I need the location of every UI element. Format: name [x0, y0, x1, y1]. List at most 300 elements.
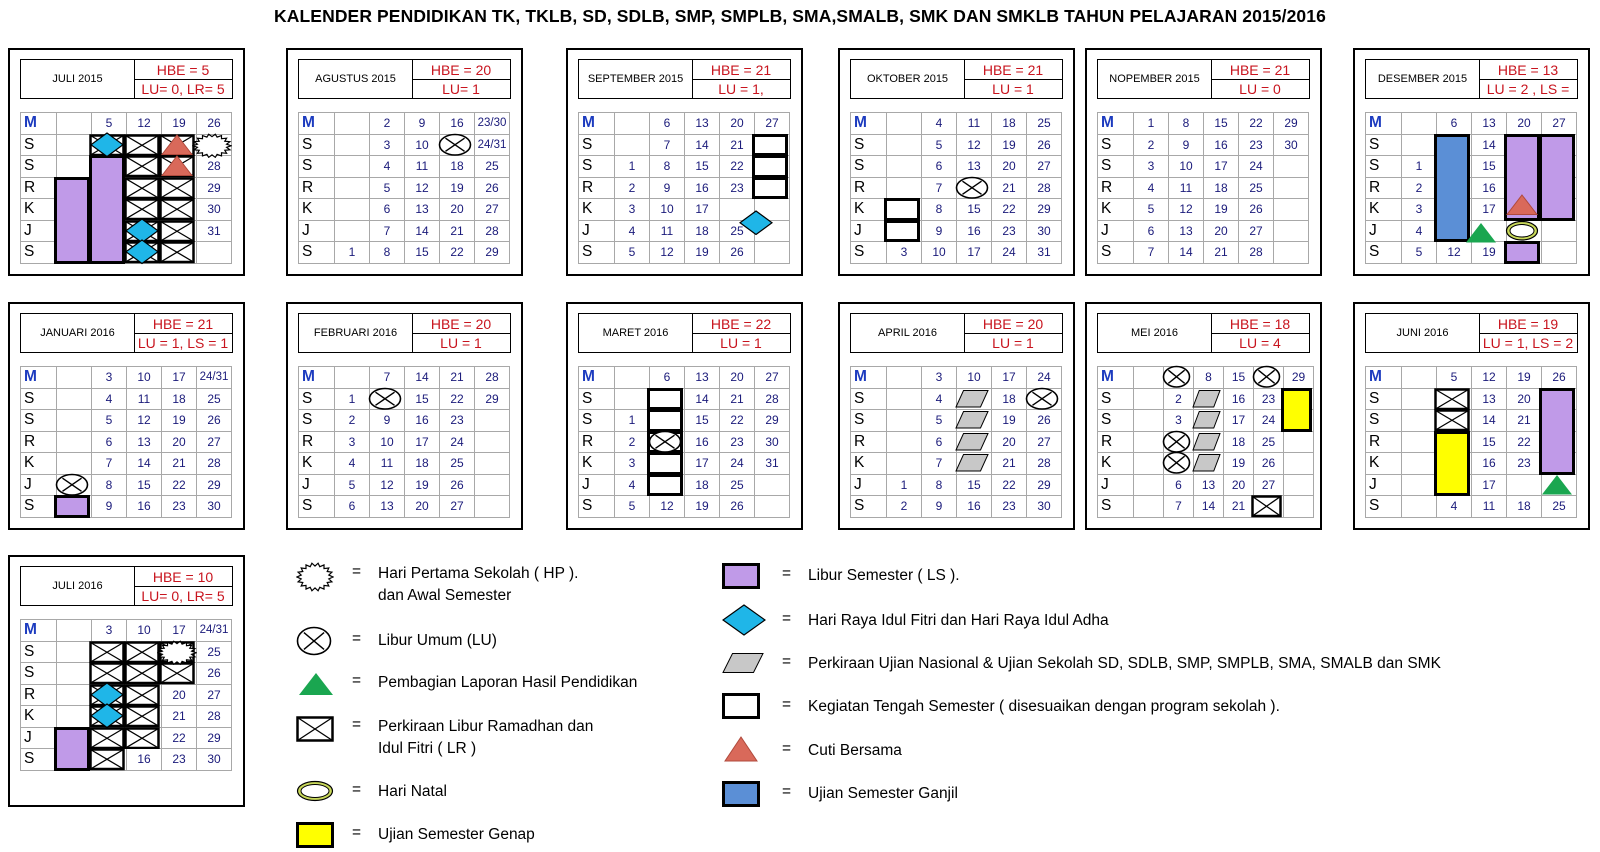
holiday-count: LU= 1	[442, 80, 480, 97]
day-row	[299, 496, 510, 518]
date-cell: 26	[1254, 453, 1284, 475]
date-cell: 18	[162, 388, 197, 410]
month-name: SEPTEMBER 2015	[579, 60, 693, 98]
date-cell	[1402, 453, 1437, 475]
day-row	[579, 410, 790, 432]
date-cell: 8	[1194, 367, 1224, 389]
date-cell: 3	[1402, 199, 1437, 221]
date-cell: 5	[1134, 199, 1169, 221]
date-cell: 22	[1507, 431, 1542, 453]
date-cell: 27	[475, 199, 510, 221]
day-letter: S	[21, 496, 57, 518]
date-cell: 26	[197, 410, 232, 432]
date-cell: 29	[475, 388, 510, 410]
day-row	[21, 474, 232, 496]
date-cell: 12	[1437, 242, 1472, 264]
day-letter: S	[21, 641, 57, 663]
date-cell: 23	[720, 431, 755, 453]
idul-fitri-icon	[125, 239, 159, 265]
date-cell: 26	[720, 242, 755, 264]
date-cell: 11	[127, 388, 162, 410]
date-cell	[887, 453, 922, 475]
date-cell: 3	[335, 431, 370, 453]
day-letter: M	[21, 620, 57, 642]
date-cell: 9	[1169, 134, 1204, 156]
day-row	[579, 474, 790, 496]
date-cell: 25	[720, 474, 755, 496]
kegiatan-tengah-semester-marker	[722, 693, 760, 719]
libur-semester-marker	[1539, 134, 1575, 221]
day-letter: K	[579, 453, 615, 475]
day-letter: R	[21, 684, 57, 706]
date-cell: 5	[922, 410, 957, 432]
legend-equals: =	[782, 783, 792, 800]
cuti-bersama-icon	[161, 134, 193, 156]
date-cell: 22	[992, 199, 1027, 221]
date-cell: 7	[370, 367, 405, 389]
date-cell: 10	[957, 367, 992, 389]
date-cell	[1402, 474, 1437, 496]
date-cell: 18	[1507, 496, 1542, 518]
day-letter: R	[299, 431, 335, 453]
date-cell: 6	[1437, 113, 1472, 135]
date-cell: 4	[615, 474, 650, 496]
idul-fitri-icon	[90, 132, 124, 158]
ujian-nasional-icon	[722, 652, 764, 674]
day-letter: M	[579, 367, 615, 389]
day-row	[299, 388, 510, 410]
date-cell	[475, 496, 510, 518]
date-cell: 17	[992, 367, 1027, 389]
date-cell: 24	[1239, 156, 1274, 178]
hbe-count: HBE = 5	[134, 60, 232, 80]
libur-semester-marker	[1539, 388, 1575, 475]
date-cell: 15	[685, 410, 720, 432]
date-cell: 12	[650, 242, 685, 264]
libur-umum-icon	[648, 430, 682, 454]
date-cell: 11	[650, 220, 685, 242]
day-row	[579, 453, 790, 475]
date-cell	[1274, 242, 1309, 264]
day-row	[579, 113, 790, 135]
date-cell: 27	[197, 431, 232, 453]
day-row	[1098, 156, 1309, 178]
libur-ramadhan-icon	[124, 684, 160, 707]
date-cell: 21	[440, 367, 475, 389]
date-cell: 6	[92, 431, 127, 453]
date-cell: 29	[1027, 199, 1062, 221]
month-header	[850, 59, 1063, 99]
legend-equals: =	[782, 653, 792, 670]
day-letter: S	[851, 388, 887, 410]
day-row	[21, 388, 232, 410]
date-cell	[335, 156, 370, 178]
day-letter: M	[299, 113, 335, 135]
date-cell: 28	[197, 706, 232, 728]
day-row	[21, 453, 232, 475]
day-letter: J	[1098, 474, 1134, 496]
legend-equals: =	[782, 565, 792, 582]
date-cell: 16	[440, 113, 475, 135]
month-header	[20, 59, 233, 99]
month-calendar	[1353, 302, 1590, 530]
date-cell: 7	[922, 177, 957, 199]
legend-text: Cuti Bersama	[808, 742, 902, 759]
legend-text: Perkiraan Ujian Nasional & Ujian Sekolah SD, SDLB, SMP, SMPLB, SMA, SMALB dan SMK	[808, 655, 1441, 672]
libur-semester-marker	[89, 155, 125, 264]
libur-ramadhan-icon	[124, 641, 160, 664]
date-cell: 2	[1164, 388, 1194, 410]
ujian-genap-marker	[296, 822, 334, 848]
date-cell: 4	[922, 388, 957, 410]
date-cell	[1274, 177, 1309, 199]
hbe-count: HBE = 21	[964, 60, 1062, 80]
day-letter: S	[579, 242, 615, 264]
date-cell: 15	[405, 242, 440, 264]
date-cell	[1134, 496, 1164, 518]
date-cell: 23	[440, 410, 475, 432]
date-cell: 22	[162, 727, 197, 749]
cuti-bersama-icon	[161, 155, 193, 177]
holiday-count: LU = 1	[992, 334, 1034, 351]
date-cell: 7	[650, 134, 685, 156]
date-cell: 9	[370, 410, 405, 432]
month-name: JULI 2016	[21, 567, 135, 605]
date-cell	[887, 388, 922, 410]
legend-ujian-genap	[352, 824, 535, 846]
hari-natal-icon	[1505, 220, 1539, 242]
day-row	[21, 113, 232, 135]
date-cell: 27	[755, 113, 790, 135]
legend-equals: =	[782, 610, 792, 627]
date-cell: 17	[162, 620, 197, 642]
date-cell	[1402, 431, 1437, 453]
date-cell: 2	[615, 177, 650, 199]
date-cell: 18	[440, 156, 475, 178]
date-cell	[1284, 453, 1314, 475]
date-cell: 21	[992, 177, 1027, 199]
hari-pertama-sekolah-icon	[192, 133, 232, 159]
date-cell: 12	[1169, 199, 1204, 221]
date-cell: 22	[162, 474, 197, 496]
day-row	[579, 367, 790, 389]
libur-ramadhan-icon	[159, 177, 195, 200]
libur-ramadhan-icon	[1434, 409, 1470, 432]
date-cell: 19	[1224, 453, 1254, 475]
date-cell: 29	[1027, 474, 1062, 496]
month-header	[20, 566, 233, 606]
date-cell: 24	[1254, 410, 1284, 432]
date-cell	[1274, 220, 1309, 242]
day-letter: M	[1098, 367, 1134, 389]
day-letter: K	[1366, 199, 1402, 221]
date-cell: 13	[685, 367, 720, 389]
date-cell: 27	[755, 367, 790, 389]
date-cell: 5	[615, 242, 650, 264]
day-letter: M	[21, 113, 57, 135]
libur-umum-icon	[1252, 365, 1281, 389]
date-cell: 14	[405, 367, 440, 389]
date-cell: 15	[405, 388, 440, 410]
legend-text: Libur Umum (LU)	[378, 632, 497, 649]
legend-hari-pertama	[352, 563, 578, 607]
date-cell: 22	[992, 474, 1027, 496]
holiday-count: LU = 4	[1239, 334, 1281, 351]
month-header	[298, 313, 511, 353]
date-cell: 20	[440, 199, 475, 221]
date-cell: 16	[957, 220, 992, 242]
date-cell: 18	[992, 388, 1027, 410]
legend-idul-fitri	[782, 610, 1109, 632]
day-letter: R	[1366, 431, 1402, 453]
date-cell: 14	[405, 220, 440, 242]
month-calendar	[8, 555, 245, 807]
day-row	[21, 496, 232, 518]
month-name: APRIL 2016	[851, 314, 965, 352]
date-cell: 3	[92, 367, 127, 389]
date-cell: 25	[1542, 496, 1577, 518]
date-cell: 28	[1027, 177, 1062, 199]
date-cell: 24/31	[475, 134, 510, 156]
day-letter: S	[851, 410, 887, 432]
day-letter: J	[21, 474, 57, 496]
date-cell: 29	[475, 242, 510, 264]
libur-umum-icon	[296, 626, 332, 656]
date-cell: 5	[92, 113, 127, 135]
date-cell: 2	[1134, 134, 1169, 156]
libur-ramadhan-icon	[89, 727, 125, 750]
day-letter: S	[1098, 388, 1134, 410]
date-cell: 26	[1027, 134, 1062, 156]
date-cell: 26	[1239, 199, 1274, 221]
day-letter: M	[1366, 113, 1402, 135]
day-letter: S	[21, 388, 57, 410]
date-cell: 15	[685, 156, 720, 178]
day-letter: R	[851, 431, 887, 453]
date-cell: 17	[685, 199, 720, 221]
date-cell	[335, 220, 370, 242]
day-row	[299, 367, 510, 389]
day-row	[579, 431, 790, 453]
holiday-count: LU = 1	[992, 80, 1034, 97]
date-cell: 9	[922, 496, 957, 518]
holiday-count: LU = 1,	[718, 80, 764, 97]
day-letter: S	[1098, 496, 1134, 518]
date-cell: 21	[1507, 410, 1542, 432]
date-cell: 5	[1437, 367, 1472, 389]
date-cell: 13	[1194, 474, 1224, 496]
day-letter: M	[851, 113, 887, 135]
month-calendar	[566, 302, 803, 530]
date-cell: 4	[615, 220, 650, 242]
month-calendar	[8, 302, 245, 530]
date-cell	[615, 388, 650, 410]
date-cell: 5	[1402, 242, 1437, 264]
date-cell	[1402, 367, 1437, 389]
date-cell: 25	[1254, 431, 1284, 453]
date-cell: 16	[685, 431, 720, 453]
date-cell: 27	[197, 684, 232, 706]
month-header	[578, 59, 791, 99]
date-cell: 26	[475, 177, 510, 199]
date-cell: 23	[1239, 134, 1274, 156]
date-cell	[1274, 156, 1309, 178]
kegiatan-tengah-semester-marker	[647, 409, 683, 432]
date-cell: 30	[197, 199, 232, 221]
date-cell: 13	[1169, 220, 1204, 242]
date-cell: 3	[370, 134, 405, 156]
date-cell	[887, 431, 922, 453]
date-cell: 17	[957, 242, 992, 264]
date-cell: 12	[957, 134, 992, 156]
libur-semester-marker	[54, 177, 90, 264]
date-cell: 14	[1194, 496, 1224, 518]
date-cell: 28	[475, 220, 510, 242]
date-cell: 21	[162, 453, 197, 475]
libur-ramadhan-icon	[159, 662, 195, 685]
day-row	[1098, 242, 1309, 264]
date-cell: 15	[957, 199, 992, 221]
date-cell: 21	[1204, 242, 1239, 264]
date-cell: 12	[370, 474, 405, 496]
date-cell: 26	[720, 496, 755, 518]
date-cell	[755, 474, 790, 496]
date-cell: 27	[1239, 220, 1274, 242]
ujian-nasional-icon	[955, 389, 989, 409]
date-cell: 7	[922, 453, 957, 475]
date-cell	[1402, 113, 1437, 135]
date-cell	[475, 453, 510, 475]
date-cell: 21	[162, 706, 197, 728]
date-cell: 4	[370, 156, 405, 178]
date-cell: 8	[922, 474, 957, 496]
date-cell: 5	[335, 474, 370, 496]
libur-ramadhan-icon	[1251, 495, 1282, 518]
date-cell: 8	[650, 156, 685, 178]
month-header	[1097, 59, 1310, 99]
legend-equals: =	[782, 696, 792, 713]
date-cell: 24	[440, 431, 475, 453]
day-letter: S	[299, 134, 335, 156]
date-cell: 19	[162, 410, 197, 432]
day-letter: K	[21, 706, 57, 728]
date-cell: 29	[197, 727, 232, 749]
legend-text: Pembagian Laporan Hasil Pendidikan	[378, 674, 638, 691]
legend-libur-umum	[352, 630, 497, 652]
legend-pembagian-rapor	[352, 672, 637, 694]
date-cell: 17	[162, 367, 197, 389]
date-cell: 18	[1224, 431, 1254, 453]
day-letter: R	[1098, 431, 1134, 453]
date-cell: 6	[650, 113, 685, 135]
date-cell	[335, 177, 370, 199]
month-name: OKTOBER 2015	[851, 60, 965, 98]
libur-ramadhan-icon	[1434, 388, 1470, 411]
date-cell: 16	[1472, 177, 1507, 199]
date-cell	[887, 177, 922, 199]
date-cell: 29	[755, 410, 790, 432]
date-cell: 10	[650, 199, 685, 221]
day-row	[299, 242, 510, 264]
date-cell	[1134, 431, 1164, 453]
hari-pertama-sekolah-icon	[157, 640, 197, 666]
month-calendar	[838, 302, 1075, 530]
holiday-count: LU = 1, LS = 1	[137, 334, 229, 351]
day-row	[851, 113, 1062, 135]
date-cell: 30	[1274, 134, 1309, 156]
date-cell: 11	[405, 156, 440, 178]
date-cell: 23	[1254, 388, 1284, 410]
date-cell: 15	[1204, 113, 1239, 135]
day-row	[851, 199, 1062, 221]
date-cell: 3	[1164, 410, 1194, 432]
date-cell: 12	[127, 113, 162, 135]
date-cell: 21	[720, 134, 755, 156]
month-calendar	[286, 302, 523, 530]
day-letter: S	[21, 663, 57, 685]
date-cell: 28	[1239, 242, 1274, 264]
libur-ramadhan-icon	[296, 716, 334, 742]
date-cell	[475, 474, 510, 496]
date-cell	[475, 410, 510, 432]
day-row	[21, 410, 232, 432]
day-grid	[298, 366, 510, 518]
date-cell: 21	[992, 453, 1027, 475]
date-cell: 15	[127, 474, 162, 496]
date-cell: 8	[370, 242, 405, 264]
month-header	[850, 313, 1063, 353]
month-header	[578, 313, 791, 353]
day-row	[1098, 113, 1309, 135]
date-cell: 24	[720, 453, 755, 475]
date-cell: 4	[1402, 220, 1437, 242]
day-letter: J	[1366, 220, 1402, 242]
day-letter: M	[1098, 113, 1134, 135]
month-header	[1365, 313, 1578, 353]
date-cell: 26	[1027, 410, 1062, 432]
libur-ramadhan-icon	[159, 241, 195, 264]
date-cell	[57, 156, 92, 178]
day-row	[1366, 496, 1577, 518]
legend-cuti-bersama	[782, 740, 902, 762]
date-cell: 10	[127, 620, 162, 642]
date-cell: 26	[440, 474, 475, 496]
day-letter: J	[579, 220, 615, 242]
date-cell: 6	[922, 156, 957, 178]
date-cell: 19	[992, 134, 1027, 156]
date-cell: 15	[1472, 431, 1507, 453]
date-cell: 9	[405, 113, 440, 135]
kegiatan-tengah-semester-marker	[884, 220, 920, 243]
day-letter: M	[21, 367, 57, 389]
day-row	[21, 749, 232, 771]
date-cell: 20	[162, 684, 197, 706]
date-cell: 16	[685, 177, 720, 199]
legend-libur-semester	[782, 565, 960, 587]
date-cell	[615, 367, 650, 389]
libur-ramadhan-icon	[89, 641, 125, 664]
libur-umum-icon	[438, 133, 472, 157]
day-letter: S	[579, 496, 615, 518]
hari-pertama-sekolah-icon	[296, 562, 334, 592]
date-cell: 1	[887, 474, 922, 496]
date-cell	[1284, 496, 1314, 518]
ujian-nasional-icon	[1192, 432, 1221, 452]
cuti-bersama-icon	[724, 736, 758, 762]
day-row	[1098, 474, 1314, 496]
date-cell: 3	[1134, 156, 1169, 178]
date-cell: 6	[335, 496, 370, 518]
